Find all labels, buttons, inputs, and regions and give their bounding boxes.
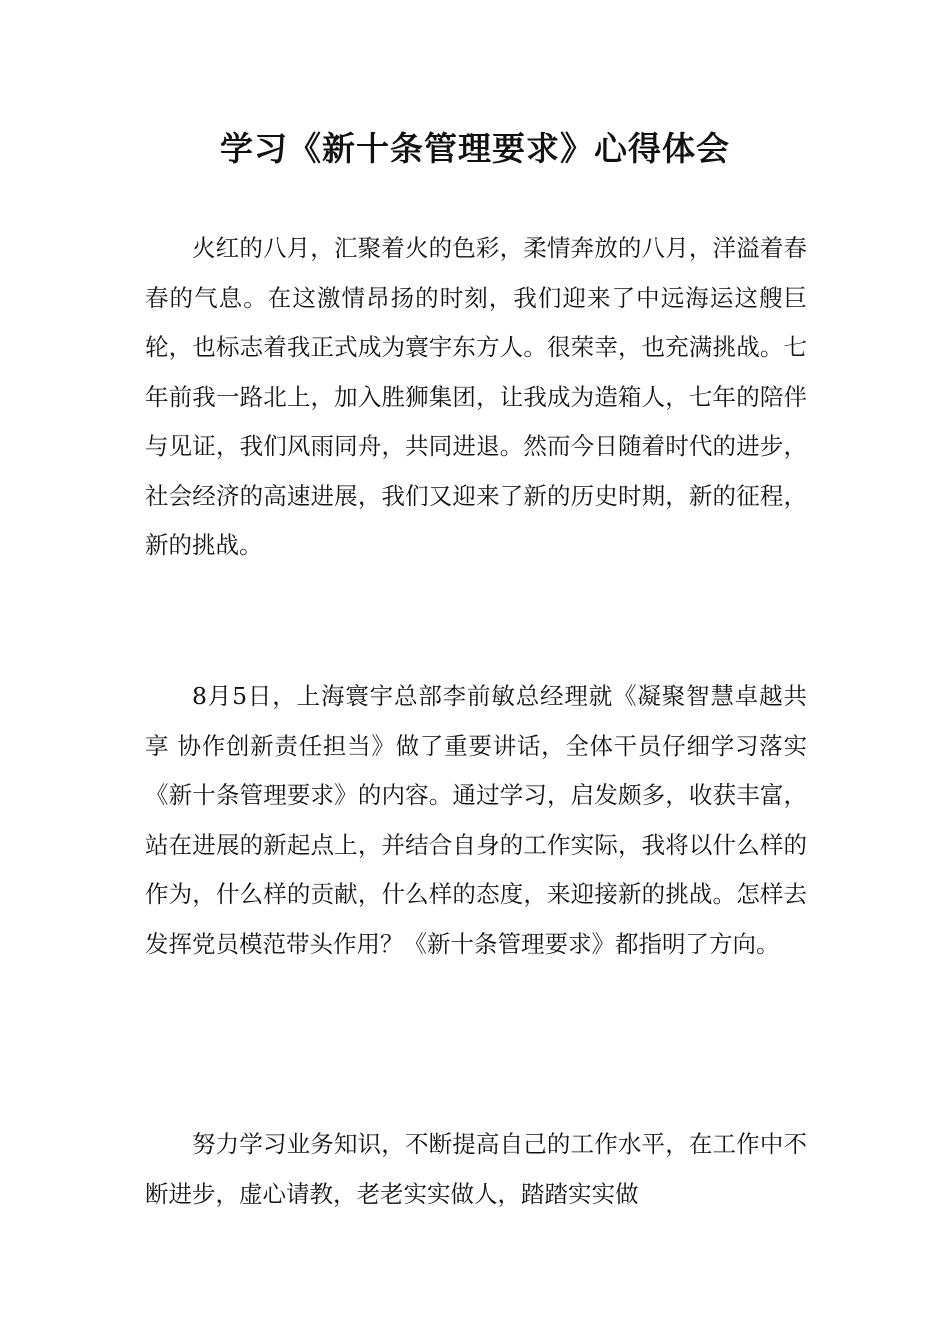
body-paragraph: 8月5日，上海寰宇总部李前敏总经理就《凝聚智慧卓越共享 协作创新责任担当》做了重要讲话，全体干员仔细学习落实《新十条管理要求》的内容。通过学习，启发颇多，收获丰富，站在进展的新起点上，并结合自身的工作实际，我将以什么样的作为，什么样的贡献，什么样的态度，来迎接新的挑战。怎样去发挥党员模范带头作用？《新十条管理要求》都指明了方向。 [145,682,807,958]
page-title: 学习《新十条管理要求》心得体会 [220,129,730,168]
body-paragraph: 火红的八月，汇聚着火的色彩，柔情奔放的八月，洋溢着春春的气息。在这激情昂扬的时刻，我们迎来了中远海运这艘巨轮，也标志着我正式成为寰宇东方人。很荣幸，也充满挑战。七年前我一路北上，加入胜狮集团，让我成为造箱人，七年的陪伴与见证，我们风雨同舟，共同进退。然而今日随着时代的进步，社会经济的高速进展，我们又迎来了新的历史时期，新的征程，新的挑战。 [145,234,807,559]
body-paragraph: 努力学习业务知识，不断提高自己的工作水平，在工作中不断进步，虚心请教，老老实实做人，踏踏实实做 [145,1130,807,1208]
